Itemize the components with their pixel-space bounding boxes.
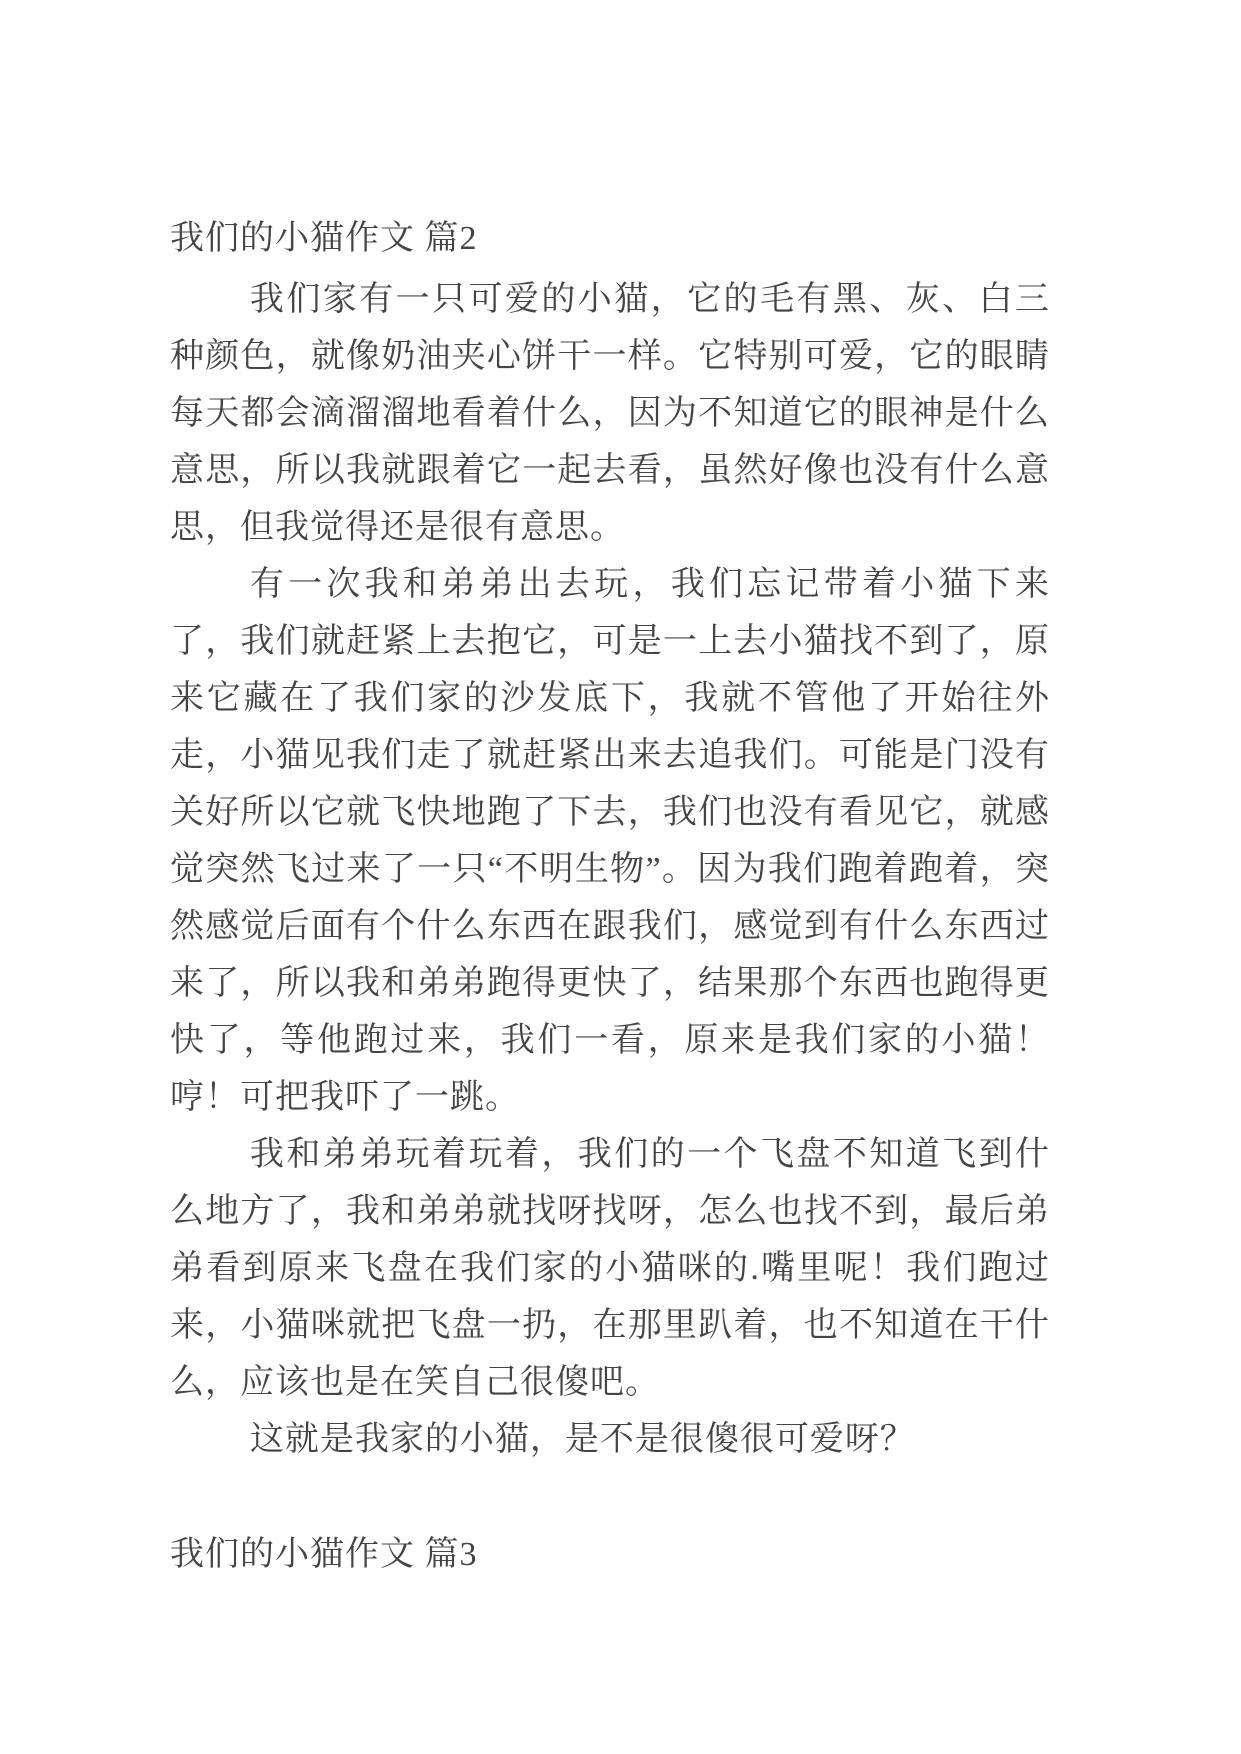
essay-heading-part3: 我们的小猫作文 篇3 (170, 1536, 478, 1573)
essay-paragraph-2: 有一次我和弟弟出去玩，我们忘记带着小猫下来了，我们就赶紧上去抱它，可是一上去小猫找不到了，原来它藏在了我们家的沙发底下，我就不管他了开始往外走，小猫见我们走了就赶紧出来去追我们。可能是门没有关好所以它就飞快地跑了下去，我们也没有看见它，就感觉突然飞过来了一只“不明生物”。因为我们跑着跑着，突然感觉后面有个什么东西在跟我们，感觉到有什么东西过来了，所以我和弟弟跑得更快了，结果那个东西也跑得更快了，等他跑过来，我们一看，原来是我们家的小猫！哼！可把我吓了一跳。 (170, 566, 1050, 1116)
essay-paragraph-4: 这就是我家的小猫，是不是很傻很可爱呀？ (249, 1421, 915, 1458)
essay-paragraph-3: 我和弟弟玩着玩着，我们的一个飞盘不知道飞到什么地方了，我和弟弟就找呀找呀，怎么也找不到，最后弟弟看到原来飞盘在我们家的小猫咪的.嘴里呢！我们跑过来，小猫咪就把飞盘一扔，在那里趴着，也不知道在干什么，应该也是在笑自己很傻吧。 (170, 1136, 1050, 1401)
essay-heading-part2: 我们的小猫作文 篇2 (170, 220, 478, 257)
essay-paragraph-1: 我们家有一只可爱的小猫，它的毛有黑、灰、白三种颜色，就像奶油夹心饼干一样。它特别可爱，它的眼睛每天都会滴溜溜地看着什么，因为不知道它的眼神是什么意思，所以我就跟着它一起去看，虽然好像也没有什么意思，但我觉得还是很有意思。 (170, 281, 1050, 546)
